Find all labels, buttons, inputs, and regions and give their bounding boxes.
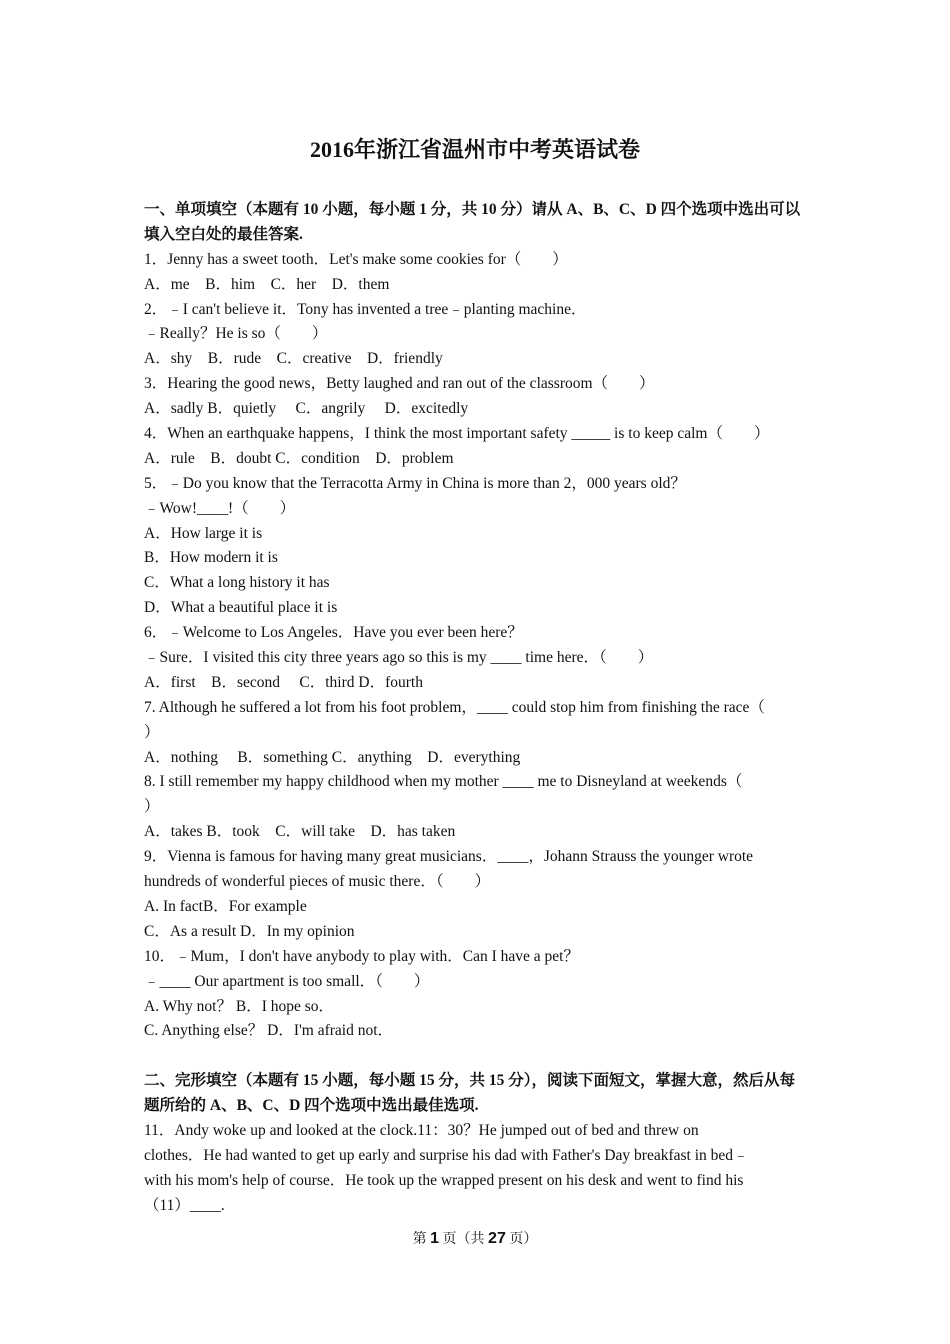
section-1-questions	[144, 248, 810, 1045]
text-line: （11）____.	[144, 1196, 225, 1214]
footer-total-pages: 27	[488, 1230, 506, 1247]
footer-page-number: 1	[430, 1230, 440, 1247]
text-line: ﹣Wow!____!（ ）	[144, 499, 296, 517]
footer-suffix: 页）	[509, 1232, 538, 1247]
section-2-passage	[144, 1119, 810, 1219]
footer-mid: 页（共	[442, 1232, 485, 1247]
text-line: 10．﹣Mum，I don't have anybody to play with．Can I have a pet？	[144, 947, 579, 965]
text-line: D．What a beautiful place it is	[144, 599, 338, 617]
text-line: 3．Hearing the good news，Betty laughed and ran out of the classroom（ ）	[144, 375, 655, 393]
section-1	[144, 198, 810, 1044]
document-body	[144, 198, 810, 1219]
text-line: A．How large it is	[144, 524, 263, 542]
text-line: A．sadly B．quietly C．angrily D．excitedly	[144, 400, 469, 418]
section-2-heading-line-2: 题所给的 A、B、C、D 四个选项中选出最佳选项.	[144, 1097, 479, 1115]
text-line: ）	[144, 723, 160, 741]
section-gap	[144, 1044, 810, 1069]
text-line: 9．Vienna is famous for having many great musicians．____，Johann Strauss the younger wrote	[144, 848, 754, 866]
text-line: ﹣____ Our apartment is too small．（ ）	[144, 972, 430, 990]
page-footer	[0, 1228, 950, 1251]
section-1-heading-line-2: 填入空白处的最佳答案.	[144, 225, 303, 243]
page-title: 2016年浙江省温州市中考英语试卷	[309, 137, 640, 162]
text-line: ）	[144, 798, 160, 816]
text-line: C．What a long history it has	[144, 574, 330, 592]
text-line: C．As a result D．In my opinion	[144, 922, 355, 940]
text-line: A. In factB．For example	[144, 897, 307, 915]
text-line: A．me B．him C．her D．them	[144, 275, 390, 293]
text-line: 6．﹣Welcome to Los Angeles．Have you ever been here？	[144, 624, 523, 642]
text-line: A．nothing B．something C．anything D．everything	[144, 748, 521, 766]
text-line: 7. Although he suffered a lot from his foot problem，____ could stop him from finishing the race（	[144, 698, 765, 716]
text-line: A．first B．second C．third D．fourth	[144, 673, 423, 691]
text-line: hundreds of wonderful pieces of music there．（ ）	[144, 873, 491, 891]
section-2-heading-line-1: 二、完形填空（本题有 15 小题，每小题 15 分，共 15 分），阅读下面短文，掌握大意，然后从每	[144, 1072, 796, 1090]
text-line: A．takes B．took C．will take D．has taken	[144, 823, 456, 841]
text-line: A．rule B．doubt C．condition D．problem	[144, 449, 454, 467]
text-line: ﹣Sure．I visited this city three years ago so this is my ____ time here．（ ）	[144, 649, 654, 667]
text-line: 8. I still remember my happy childhood when my mother ____ me to Disneyland at weekends（	[144, 773, 743, 791]
text-line: 5．﹣Do you know that the Terracotta Army in China is more than 2，000 years old？	[144, 474, 686, 492]
text-line: ﹣Really？He is so（ ）	[144, 325, 328, 343]
text-line: C. Anything else？ D．I'm afraid not．	[144, 1022, 394, 1040]
text-line: 2．﹣I can't believe it．Tony has invented a tree﹣planting machine．	[144, 300, 587, 318]
text-line: B．How modern it is	[144, 549, 278, 567]
text-line: A．shy B．rude C．creative D．friendly	[144, 350, 443, 368]
text-line: 1．Jenny has a sweet tooth．Let's make some cookies for（ ）	[144, 250, 568, 268]
section-1-heading-line-1: 一、单项填空（本题有 10 小题，每小题 1 分，共 10 分）请从 A、B、C、D 四个选项中选出可以	[144, 201, 801, 218]
section-2	[144, 1069, 810, 1218]
text-line: A. Why not？ B．I hope so．	[144, 997, 335, 1015]
text-line: clothes．He had wanted to get up early and surprise his dad with Father's Day breakfast in bed﹣	[144, 1146, 749, 1164]
text-line: with his mom's help of course．He took up the wrapped present on his desk and went to find his	[144, 1171, 744, 1189]
footer-prefix: 第	[412, 1232, 427, 1247]
text-line: 4．When an earthquake happens，I think the most important safety _____ is to keep calm（ ）	[144, 425, 770, 443]
text-line: 11．Andy woke up and looked at the clock.11：30？He jumped out of bed and threw on	[144, 1121, 699, 1139]
